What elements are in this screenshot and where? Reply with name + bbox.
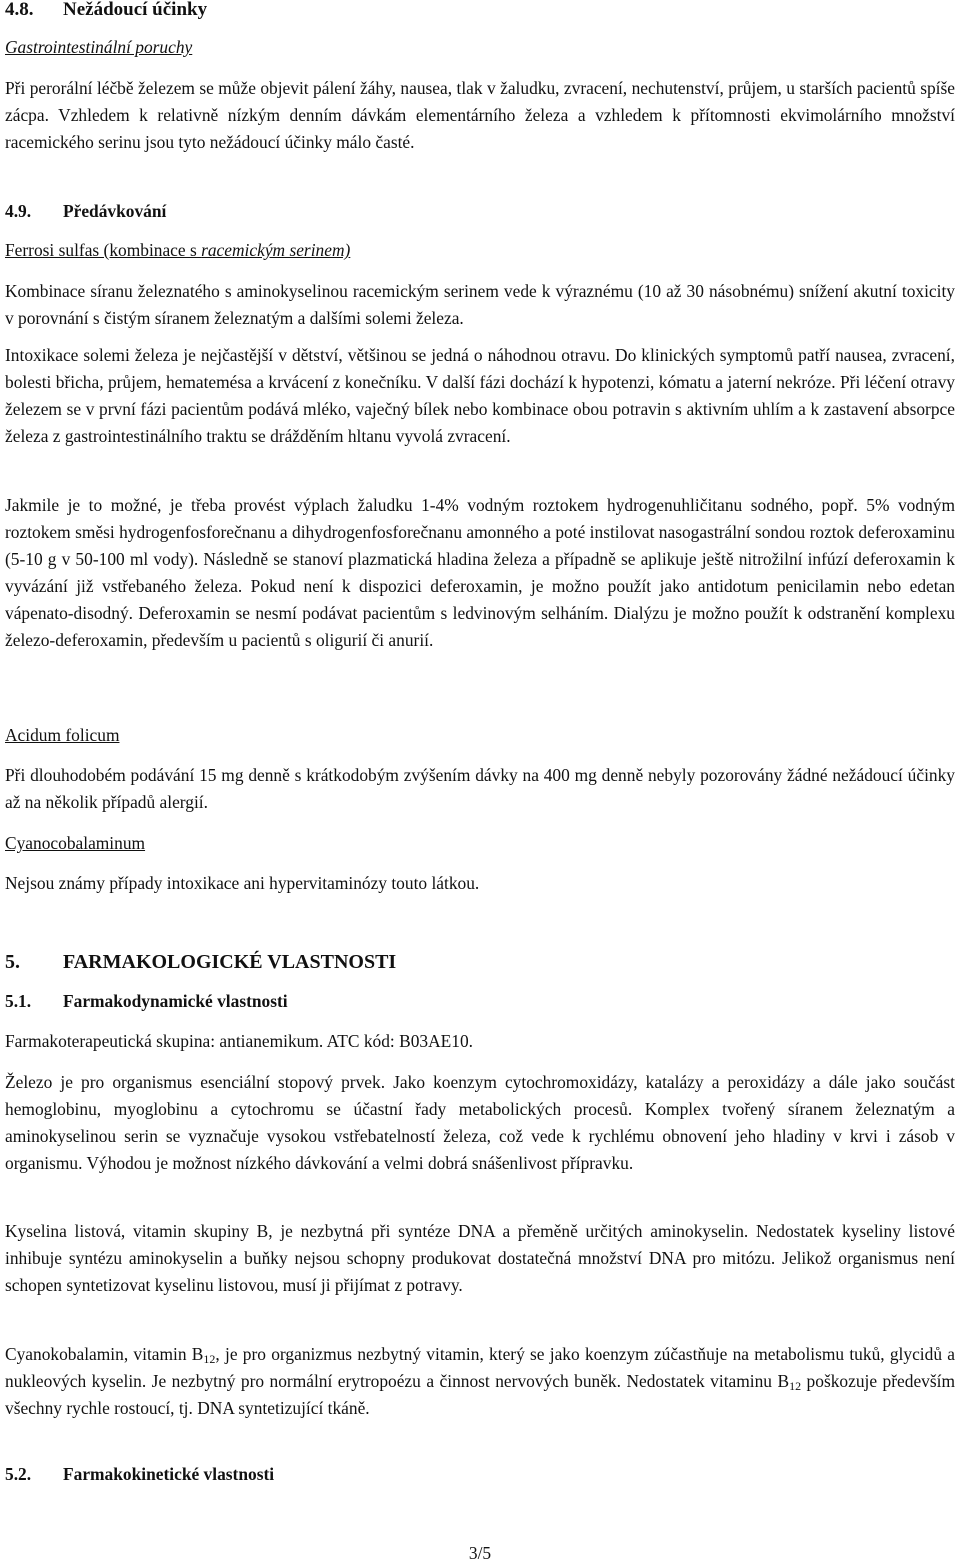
paragraph-acidum-folicum: Při dlouhodobém podávání 15 mg denně s krátkodobým zvýšením dávky na 400 mg denně nebyly pozorovány žádné nežádoucí účinky až na několik případů alergií. xyxy=(5,765,955,812)
subsection-title-ferrosi xyxy=(5,237,350,264)
paragraph-overdose-3: Jakmile je to možné, je třeba provést výplach žaludku 1-4% vodným roztokem hydrogenuhličitanu sodného, popř. 5% vodným roztokem směsi hydrogenfosforečnanu a dihydrogenfosforečnanu amonného a poté instilovat nasogastrální sondou roztok deferoxaminu (5-10 g v 50-100 ml vody). Následně se stanoví plazmatická hladina železa a případně se aplikuje ještě nitrožilní infúzí deferoxamin k vyvázání již vstřebaného železa. Pokud není k dispozici deferoxamin, je možno použít jako antidotum penicilamin nebo edetan vápenato-disodný. Deferoxamin se nesmí podávat pacientům s ledvinovým selháním. Dialýzu je možno použít k odstranění komplexu železo-deferoxamin, především u pacientů s oligurií či anurií. xyxy=(5,495,955,650)
section-heading-4-9 xyxy=(5,198,955,225)
paragraph-side-effects: Při perorální léčbě železem se může objevit pálení žáhy, nausea, tlak v žaludku, zvracení, nechutenství, průjem, u starších pacientů spíše zácpa. Vzhledem k relativně nízkým denním dávkám elementárního železa a vzhledem k přítomnosti ekvimolárního množství racemického serinu jsou tyto nežádoucí účinky málo časté. xyxy=(5,78,955,152)
paragraph-overdose-1: Kombinace síranu železnatého s aminokyselinou racemickým serinem vede k výraznému (10 až 30 násobnému) snížení akutní toxicity v porovnání s čistým síranem železnatým a dalšími solemi železa. xyxy=(5,281,955,328)
section-title: FARMAKOLOGICKÉ VLASTNOSTI xyxy=(63,951,397,973)
subscript: 12 xyxy=(203,1352,216,1366)
text-run: Cyanokobalamin, vitamin B xyxy=(5,1344,204,1364)
section-title: Předávkování xyxy=(63,201,167,221)
subscript: 12 xyxy=(789,1379,802,1393)
section-number: 5.2. xyxy=(5,1464,32,1484)
text-run: , je pro organizmus nezbytný vitamin, který se jako koenzym zúčastňuje na metabolismu tuků, glycidů a nukleových kyselin. Je nezbytný pro normální erytropoézu a činnost nervových buněk. Nedostatek vitaminu B xyxy=(5,1344,956,1391)
section-heading-5-2 xyxy=(5,1461,955,1488)
paragraph-overdose-2: Intoxikace solemi železa je nejčastější v dětství, většinou se jedná o náhodnou otravu. Do klinických symptomů patří nausea, zvracení, bolesti břicha, průjem, hematemésa a krvácení z konečníku. V další fázi dochází k hypotenzi, kómatu a jaterní nekróze. Při léčení otravy železem se v první fázi pacientům podává mléko, vaječný bílek nebo kombinace obou potravin s aktivním uhlím a k zastavení absorpce železa z gastrointestinálního traktu se drážděním hltanu vyvolá zvracení. xyxy=(5,345,955,446)
section-heading-5 xyxy=(5,949,955,976)
section-number: 5.1. xyxy=(5,991,32,1011)
section-number: 4.8. xyxy=(5,0,34,20)
subsection-title-acidum-folicum: Acidum folicum xyxy=(5,725,120,745)
subsection-title-italic-part: racemickým serinem) xyxy=(201,240,351,260)
section-number: 5. xyxy=(5,951,20,973)
paragraph-cyanocobalamin-pharmacodynamics xyxy=(5,1341,955,1422)
paragraph-iron-pharmacodynamics: Železo je pro organismus esenciální stopový prvek. Jako koenzym cytochromoxidázy, katalázy a peroxidázy a dále jako součást hemoglobinu, myoglobinu a cytochromu se účastní řady metabolických procesů. Komplex tvořený síranem železnatým a aminokyselinou serin se vyznačuje vysokou vstřebatelností železa, což vede k rychlému obnovení jeho hladiny v krvi i zásob v organismu. Výhodou je možnost nízkého dávkování a velmi dobrá snášenlivost přípravku. xyxy=(5,1072,955,1173)
section-number: 4.9. xyxy=(5,201,32,221)
paragraph-atc-code: Farmakoterapeutická skupina: antianemikum. ATC kód: B03AE10. xyxy=(5,1031,474,1051)
subsection-title-cyanocobalaminum: Cyanocobalaminum xyxy=(5,833,146,853)
subsection-title-part: Ferrosi sulfas (kombinace s xyxy=(5,240,202,260)
section-heading-4-8 xyxy=(5,0,955,23)
section-title: Farmakodynamické vlastnosti xyxy=(63,991,288,1011)
paragraph-cyanocobalaminum: Nejsou známy případy intoxikace ani hypervitaminózy touto látkou. xyxy=(5,873,480,893)
subsection-title-gastrointestinal: Gastrointestinální poruchy xyxy=(5,37,193,57)
page-number: 3/5 xyxy=(468,1543,492,1563)
text-run: poškozuje především všechny rychle rostoucí, tj. DNA syntetizující tkáně. xyxy=(5,1371,955,1418)
paragraph-folic-acid-pharmacodynamics: Kyselina listová, vitamin skupiny B, je nezbytná při syntéze DNA a přeměně určitých aminokyselin. Nedostatek kyseliny listové inhibuje syntézu aminokyselin a buňky nejsou schopny produkovat dostatečná množství DNA pro mitózu. Jelikož organismus není schopen syntetizovat kyselinu listovou, musí ji přijímat z potravy. xyxy=(5,1221,955,1295)
section-heading-5-1 xyxy=(5,988,955,1015)
section-title: Farmakokinetické vlastnosti xyxy=(63,1464,275,1484)
section-title: Nežádoucí účinky xyxy=(63,0,208,20)
